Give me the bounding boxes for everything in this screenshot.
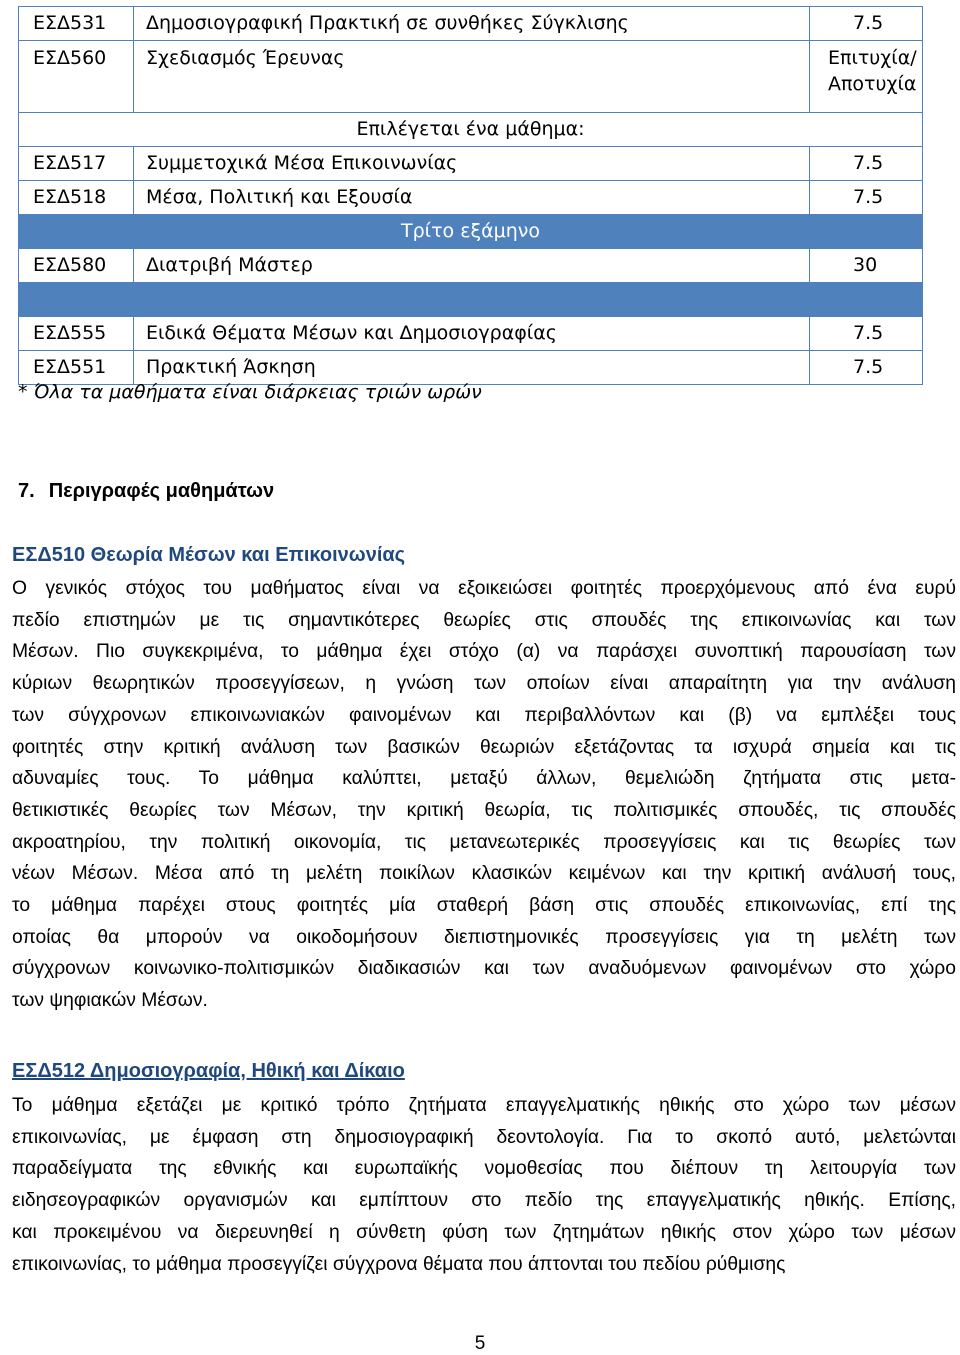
course-title: Διατριβή Μάστερ (134, 249, 810, 283)
description-line: οποίας θα μπορούν να οικοδομήσουν διεπιστημονικές προσεγγίσεις για τη μελέτη των (12, 926, 956, 948)
table-row (19, 351, 923, 385)
section-heading (18, 480, 274, 503)
elective-note: Επιλέγεται ένα μάθημα: (19, 113, 923, 147)
course-title: Συμμετοχικά Μέσα Επικοινωνίας (134, 147, 810, 181)
description-line: των ψηφιακών Μέσων. (12, 990, 208, 1012)
course-title: Ειδικά Θέματα Μέσων και Δημοσιογραφίας (134, 317, 810, 351)
course-credits: 7.5 (810, 147, 923, 181)
course-code: ΕΣΔ518 (19, 181, 134, 215)
description-line: παραδείγματα της εθνικής και ευρωπαϊκής νομοθεσίας που διέπουν τη λειτουργία των (12, 1158, 956, 1180)
description-line: φοιτητές στην κριτική ανάλυση των βασικών θεωριών εξετάζοντας τα ισχυρά σημεία και τις (12, 736, 956, 758)
description-line: σύγχρονων κοινωνικο-πολιτισμικών διαδικασιών και των αναδυόμενων φαινομένων στο χώρο (12, 958, 956, 980)
course-code: ΕΣΔ551 (19, 351, 134, 385)
course-credits: 7.5 (810, 317, 923, 351)
course-code: ΕΣΔ560 (19, 41, 134, 113)
course-credits: 7.5 (810, 181, 923, 215)
table-row (19, 7, 923, 41)
description-line: θετικιστικές θεωρίες των Μέσων, την κριτική θεωρία, τις πολιτισμικές σπουδές, τις σπουδές (12, 799, 956, 821)
description-line: πεδίο επιστημών με τις σημαντικότερες θεωρίες στις σπουδές της επικοινωνίας και των (12, 609, 956, 631)
section-number: 7. (18, 480, 35, 502)
course-heading: ΕΣΔ512 Δημοσιογραφία, Ηθική και Δίκαιο (12, 1060, 405, 1082)
table-row (19, 249, 923, 283)
table-row (19, 317, 923, 351)
course-title: Μέσα, Πολιτική και Εξουσία (134, 181, 810, 215)
semester-band (19, 215, 923, 249)
description-line: και προκειμένου να διερευνηθεί η σύνθετη φύση των ζητημάτων ηθικής στον χώρο των μέσων (12, 1221, 956, 1243)
course-code: ΕΣΔ531 (19, 7, 134, 41)
table-row (19, 113, 923, 147)
course-title: Δημοσιογραφική Πρακτική σε συνθήκες Σύγκλισης (134, 7, 810, 41)
semester-band-empty (19, 283, 923, 317)
description-line: αδυναμίες τους. Το μάθημα καλύπτει, μεταξύ άλλων, θεμελιώδη ζητήματα στις μετα- (12, 768, 956, 790)
course-credits: 7.5 (810, 351, 923, 385)
table-row (19, 41, 923, 113)
semester-heading: Τρίτο εξάμηνο (19, 215, 923, 249)
course-code: ΕΣΔ517 (19, 147, 134, 181)
description-line: Ο γενικός στόχος του μαθήματος είναι να εξοικειώσει φοιτητές προερχόμενους από ένα ευρύ (12, 578, 956, 599)
page-number: 5 (474, 1333, 486, 1354)
section-title: Περιγραφές μαθημάτων (48, 480, 275, 502)
description-line: το μάθημα παρέχει στους φοιτητές μία σταθερή βάση στις σπουδές επικοινωνίας, επί της (12, 895, 956, 917)
course-credits: 30 (810, 249, 923, 283)
description-line: κύριων θεωρητικών προσεγγίσεων, η γνώση των οποίων είναι απαραίτητη για την ανάλυση (12, 673, 956, 695)
course-table (18, 6, 923, 385)
description-line: νέων Μέσων. Μέσα από τη μελέτη ποικίλων κλασικών κειμένων και την κριτική ανάλυσή τους, (12, 863, 956, 885)
course-title: Σχεδιασμός Έρευνας (134, 41, 810, 113)
description-line: επικοινωνίας, το μάθημα προσεγγίζει σύγχρονα θέματα που άπτονται του πεδίου ρύθμισης (12, 1253, 786, 1275)
description-line: Το μάθημα εξετάζει με κριτικό τρόπο ζητήματα επαγγελματικής ηθικής στο χώρο των μέσων (12, 1095, 956, 1116)
description-line: επικοινωνίας, με έμφαση στη δημοσιογραφική δεοντολογία. Για το σκοπό αυτό, μελετώνται (12, 1126, 956, 1148)
course-code: ΕΣΔ580 (19, 249, 134, 283)
empty-band-cell (19, 283, 923, 317)
table-row (19, 147, 923, 181)
description-line: των σύγχρονων επικοινωνιακών φαινομένων και περιβαλλόντων και (β) να εμπλέξει τους (12, 704, 956, 726)
description-line: Μέσων. Πιο συγκεκριμένα, το μάθημα έχει στόχο (α) να παράσχει συνοπτική παρουσίαση των (12, 641, 956, 663)
table-row (19, 181, 923, 215)
course-description (12, 1090, 956, 1280)
course-credits: Επιτυχία/ Αποτυχία (810, 41, 923, 113)
course-heading: ΕΣΔ510 Θεωρία Μέσων και Επικοινωνίας (12, 544, 406, 566)
course-description (12, 573, 956, 1017)
description-line: ακροατηρίου, την πολιτική οικονομία, τις μετανεωτερικές προσεγγίσεις και τις θεωρίες των (12, 831, 956, 853)
course-code: ΕΣΔ555 (19, 317, 134, 351)
course-credits: 7.5 (810, 7, 923, 41)
description-line: ειδησεογραφικών οργανισμών και εμπίπτουν στο πεδίο της επαγγελματικής ηθικής. Επίσης, (12, 1190, 956, 1212)
course-title: Πρακτική Άσκηση (134, 351, 810, 385)
table-footnote: * Όλα τα μαθήματα είναι διάρκειας τριών ωρών (18, 381, 482, 403)
